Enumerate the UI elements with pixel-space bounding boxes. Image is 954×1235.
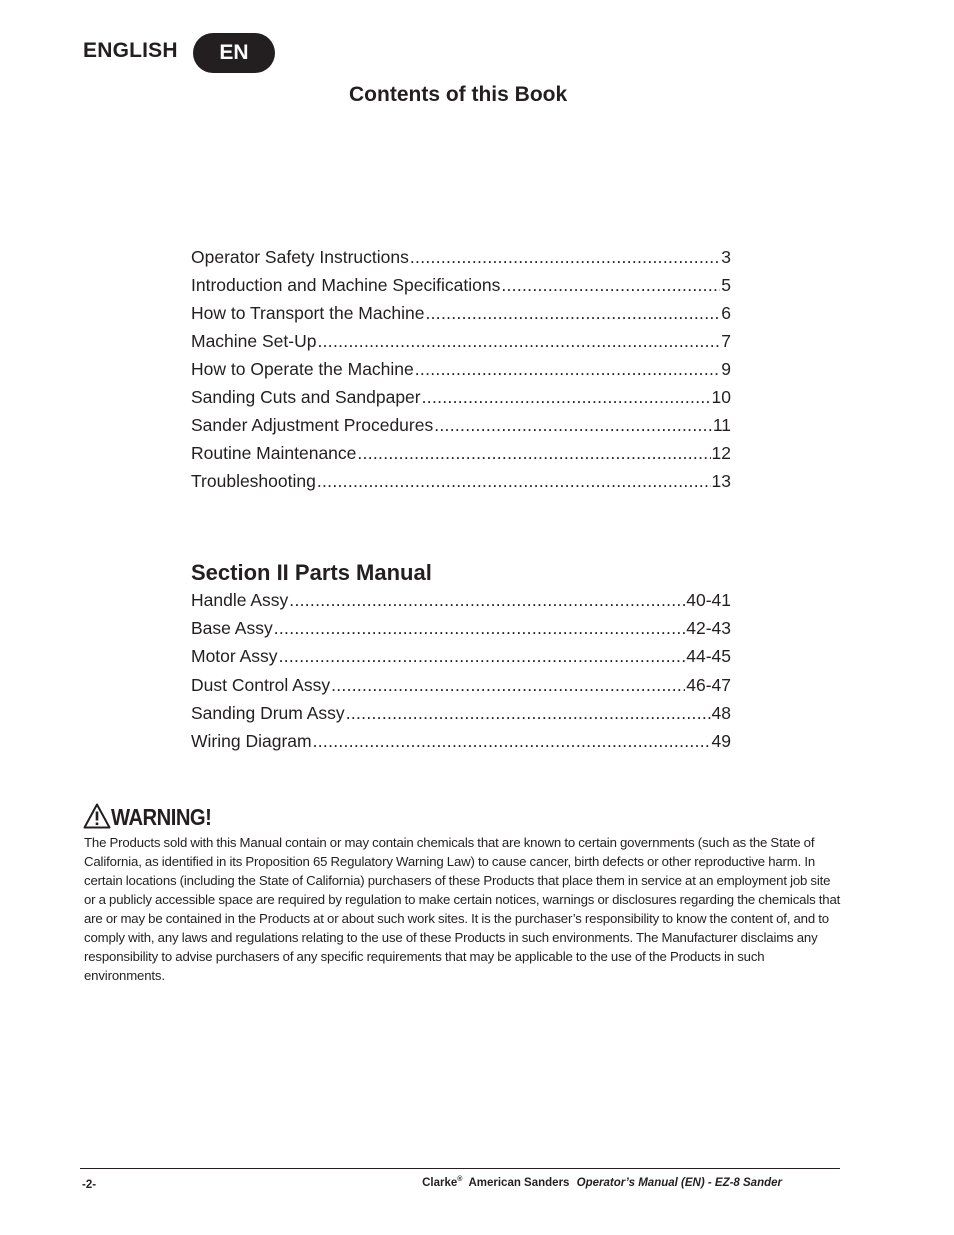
toc-entry-label: Dust Control Assy	[191, 674, 331, 695]
toc-entry-label: Sanding Cuts and Sandpaper	[191, 387, 421, 407]
toc-entry	[191, 618, 731, 646]
toc-entry-label: How to Operate the Machine	[191, 359, 414, 379]
toc-dot-leader	[415, 359, 721, 380]
toc-entry-label: How to Transport the Machine	[191, 303, 425, 323]
toc-dot-leader	[346, 703, 711, 724]
toc-entry	[191, 415, 731, 443]
toc-entry	[191, 359, 731, 387]
toc-entry-page: 12	[711, 443, 731, 463]
toc-dot-leader	[331, 675, 685, 696]
toc-entry-label: Wiring Diagram	[191, 730, 312, 751]
toc-dot-leader	[279, 646, 686, 667]
toc-dot-leader	[313, 731, 711, 752]
toc-entry-label: Routine Maintenance	[191, 443, 357, 463]
toc-entry-label: Sander Adjustment Procedures	[191, 415, 434, 435]
footer-company: American Sanders	[468, 1177, 570, 1189]
toc-entry-page: 44-45	[686, 646, 731, 667]
toc-entry-page: 48	[711, 702, 731, 723]
toc-main-list	[191, 247, 731, 499]
warning-title: WARNING!	[111, 804, 212, 830]
toc-entry-label: Handle Assy	[191, 590, 289, 610]
footer-manual-info	[422, 1177, 782, 1189]
toc-dot-leader	[357, 443, 710, 464]
registered-mark: ®	[457, 1176, 463, 1184]
toc-entry-page: 11	[712, 415, 731, 435]
language-badge: EN	[193, 33, 275, 73]
toc-dot-leader	[317, 471, 711, 492]
toc-entry-label: Introduction and Machine Specifications	[191, 275, 501, 295]
toc-entry	[191, 247, 731, 275]
toc-entry	[191, 387, 731, 415]
toc-entry	[191, 443, 731, 471]
toc-entry	[191, 303, 731, 331]
contents-title: Contents of this Book	[349, 83, 568, 106]
toc-entry-page: 40-41	[686, 590, 731, 610]
toc-entry	[191, 646, 731, 674]
toc-entry-label: Operator Safety Instructions	[191, 247, 409, 267]
toc-entry-label: Sanding Drum Assy	[191, 702, 345, 723]
toc-entry-page: 6	[721, 303, 731, 323]
toc-entry-page: 46-47	[686, 674, 731, 695]
parts-section-title: Section II Parts Manual	[191, 560, 432, 585]
toc-dot-leader	[289, 590, 685, 611]
footer-brand: Clarke	[422, 1177, 458, 1189]
warning-body: The Products sold with this Manual contain or may contain chemicals that are known to certain governments (such as the State of California, as identified in its Proposition 65 Regulatory Warning Law) to cause cancer, birth defects or other reproductive harm. In certain locations (including the State of California) purchasers of these Products that place them in service at an employment job site or a publicly accessible space are required by regulation to make certain notices, warnings or disclosures regarding the chemicals that are or may be contained in the Products at or about such work sites. It is the purchaser’s responsibility to know the content of, and to comply with, any laws and regulations relating to the use of these Products in such environments. The Manufacturer disclaims any responsibility to advise purchasers of any specific requirements that may be applicable to the use of the Products in such environments.	[84, 835, 841, 983]
toc-dot-leader	[501, 275, 720, 296]
toc-dot-leader	[410, 247, 720, 268]
toc-entry-label: Motor Assy	[191, 646, 278, 667]
toc-entry	[191, 471, 731, 499]
toc-entry-label: Base Assy	[191, 618, 273, 639]
warning-heading	[83, 803, 225, 829]
toc-entry-page: 13	[711, 471, 731, 491]
toc-entry-page: 7	[721, 331, 731, 351]
footer-manual-title: Operator’s Manual (EN) - EZ-8 Sander	[576, 1177, 782, 1189]
toc-entry-label: Troubleshooting	[191, 471, 316, 491]
toc-entry-page: 9	[721, 359, 731, 379]
toc-entry-page: 5	[721, 275, 731, 295]
toc-entry	[191, 731, 731, 759]
toc-entry-page: 3	[721, 247, 731, 267]
footer-rule	[80, 1168, 840, 1169]
toc-entry	[191, 275, 731, 303]
warning-triangle-icon	[83, 803, 111, 829]
toc-entry-page: 49	[711, 730, 731, 751]
toc-entry	[191, 703, 731, 731]
toc-dot-leader	[434, 415, 712, 436]
toc-entry-page: 10	[711, 387, 731, 407]
toc-dot-leader	[425, 303, 720, 324]
footer-page-number: -2-	[82, 1179, 97, 1191]
toc-entry	[191, 590, 731, 618]
toc-dot-leader	[317, 331, 720, 352]
toc-entry-label: Machine Set-Up	[191, 331, 317, 351]
toc-dot-leader	[422, 387, 711, 408]
toc-entry	[191, 675, 731, 703]
toc-entry	[191, 331, 731, 359]
toc-dot-leader	[274, 618, 686, 639]
toc-entry-page: 42-43	[686, 618, 731, 639]
language-label: ENGLISH	[83, 39, 178, 62]
toc-parts-list	[191, 590, 731, 759]
